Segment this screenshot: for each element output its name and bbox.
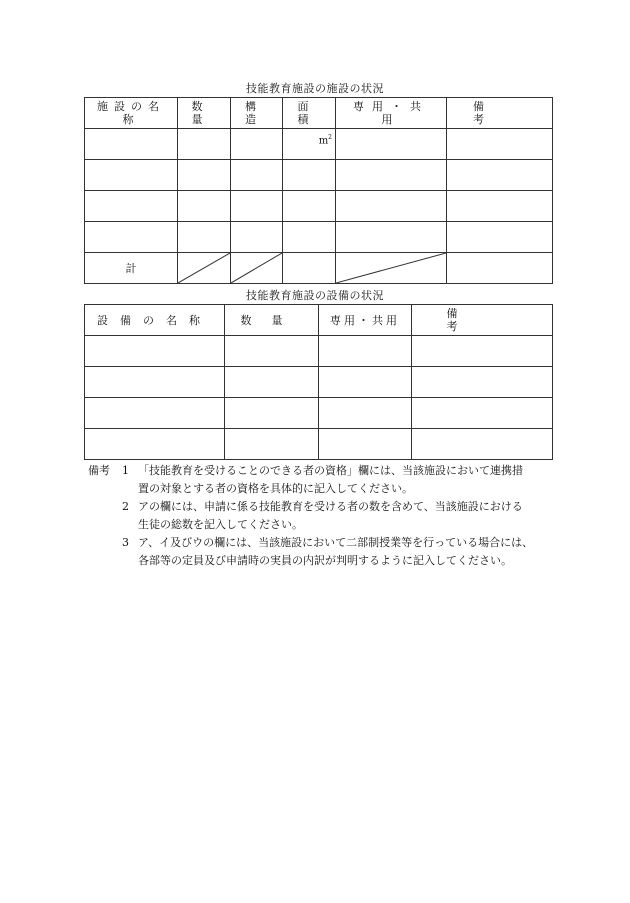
- table-row: [85, 367, 553, 398]
- note-number: 3: [122, 536, 129, 549]
- cell-quantity[interactable]: [225, 367, 319, 398]
- cell-remarks[interactable]: [412, 398, 553, 429]
- facility-table: [84, 97, 553, 284]
- total-exclusive-diagonal: [336, 253, 447, 284]
- cell-name[interactable]: [85, 367, 225, 398]
- area-unit: $m^2$: [318, 134, 332, 147]
- note-text: アの欄には、申請に係る技能教育を受ける者の数を含めて、当該施設における: [138, 500, 523, 513]
- cell-exclusive-shared[interactable]: [336, 160, 447, 191]
- header-quantity: 数量: [225, 305, 319, 336]
- cell-remarks[interactable]: [412, 429, 553, 460]
- cell-name[interactable]: [85, 398, 225, 429]
- cell-area[interactable]: [283, 129, 336, 160]
- cell-structure[interactable]: [231, 129, 283, 160]
- header-structure: 構造: [231, 98, 283, 129]
- note-item: [88, 462, 558, 480]
- header-exclusive-shared: 専用・共用: [319, 305, 412, 336]
- note-text-continued: 各部等の定員及び申請時の実員の内訳が判明するように記入してください。: [138, 554, 512, 567]
- cell-exclusive-shared[interactable]: [319, 367, 412, 398]
- notes-heading: 備考: [88, 464, 110, 477]
- cell-area[interactable]: [283, 160, 336, 191]
- table-row: [85, 160, 553, 191]
- total-remarks[interactable]: [447, 253, 553, 284]
- cell-remarks[interactable]: [447, 129, 553, 160]
- cell-name[interactable]: [85, 429, 225, 460]
- cell-name[interactable]: [85, 336, 225, 367]
- total-label: 計: [85, 253, 178, 284]
- cell-structure[interactable]: [231, 191, 283, 222]
- cell-remarks[interactable]: [412, 336, 553, 367]
- header-area: 面積: [283, 98, 336, 129]
- header-remarks: 備考: [447, 98, 553, 129]
- note-number: 1: [122, 464, 129, 477]
- cell-area[interactable]: [283, 222, 336, 253]
- cell-exclusive-shared[interactable]: [319, 336, 412, 367]
- equipment-table: [84, 304, 553, 460]
- cell-exclusive-shared[interactable]: [336, 191, 447, 222]
- total-quantity-diagonal: [178, 253, 231, 284]
- cell-name[interactable]: [85, 160, 178, 191]
- table-row: [85, 429, 553, 460]
- note-number: 2: [122, 500, 129, 513]
- facility-header-row: [85, 98, 553, 129]
- cell-exclusive-shared[interactable]: [319, 429, 412, 460]
- header-quantity: 数量: [178, 98, 231, 129]
- note-text: ア、イ及びウの欄には、当該施設において二部制授業等を行っている場合には、: [138, 536, 534, 549]
- header-remarks: 備考: [412, 305, 553, 336]
- cell-exclusive-shared[interactable]: [336, 129, 447, 160]
- total-row: [85, 253, 553, 284]
- note-text-continued: 置の対象とする者の資格を具体的に記入してください。: [138, 482, 413, 495]
- header-equipment-name: 設備の名称: [85, 305, 225, 336]
- cell-quantity[interactable]: [178, 129, 231, 160]
- total-area[interactable]: [283, 253, 336, 284]
- cell-name[interactable]: [85, 222, 178, 253]
- notes-section: [88, 462, 558, 570]
- cell-remarks[interactable]: [447, 222, 553, 253]
- cell-remarks[interactable]: [412, 367, 553, 398]
- cell-quantity[interactable]: [178, 191, 231, 222]
- cell-exclusive-shared[interactable]: [319, 398, 412, 429]
- header-facility-name: 施設の名称: [85, 98, 178, 129]
- cell-remarks[interactable]: [447, 191, 553, 222]
- equipment-header-row: [85, 305, 553, 336]
- table-row: [85, 336, 553, 367]
- table-row: [85, 129, 553, 160]
- equipment-table-title: 技能教育施設の設備の状況: [246, 289, 384, 302]
- cell-quantity[interactable]: [225, 398, 319, 429]
- cell-quantity[interactable]: [225, 429, 319, 460]
- note-item: [88, 534, 558, 552]
- note-text-continued: 生徒の総数を記入してください。: [138, 518, 303, 531]
- cell-name[interactable]: [85, 191, 178, 222]
- table-row: [85, 191, 553, 222]
- table-row: [85, 398, 553, 429]
- note-text: 「技能教育を受けることのできる者の資格」欄には、当該施設において連携措: [138, 464, 523, 477]
- note-item: [88, 498, 558, 516]
- facility-table-title: 技能教育施設の施設の状況: [246, 82, 384, 95]
- cell-structure[interactable]: [231, 160, 283, 191]
- cell-quantity[interactable]: [178, 160, 231, 191]
- cell-remarks[interactable]: [447, 160, 553, 191]
- cell-structure[interactable]: [231, 222, 283, 253]
- cell-area[interactable]: [283, 191, 336, 222]
- cell-name[interactable]: [85, 129, 178, 160]
- cell-quantity[interactable]: [225, 336, 319, 367]
- header-exclusive-shared: 専用・共用: [336, 98, 447, 129]
- cell-exclusive-shared[interactable]: [336, 222, 447, 253]
- total-structure-diagonal: [231, 253, 283, 284]
- table-row: [85, 222, 553, 253]
- cell-quantity[interactable]: [178, 222, 231, 253]
